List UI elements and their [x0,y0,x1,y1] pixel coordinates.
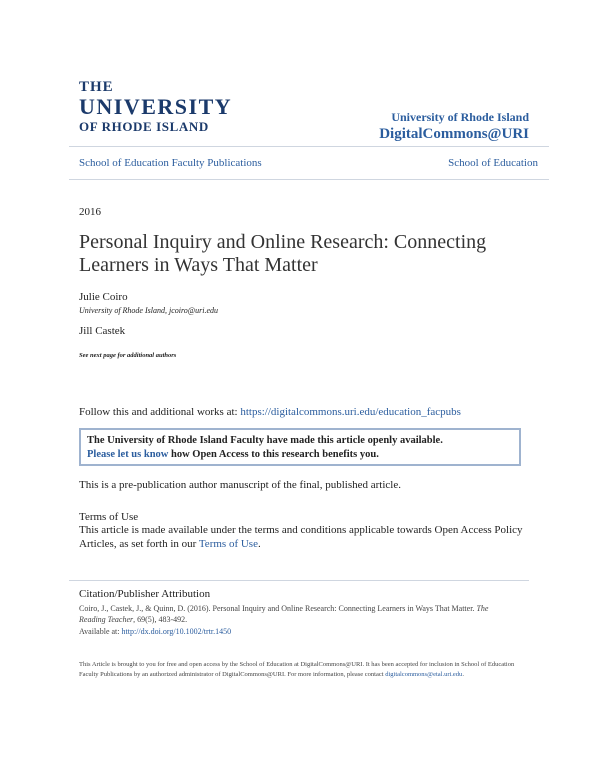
citation-available [79,626,231,637]
open-access-box [79,428,521,466]
terms-paragraph [79,523,529,551]
citation-body: Coiro, J., Castek, J., & Quinn, D. (2016). Personal Inquiry and Online Research: Connecting Learners in Ways That Matter. [79,604,477,613]
citation-text [79,603,509,625]
follow-line [79,405,461,419]
terms-of-use-link[interactable]: Terms of Use [198,538,258,550]
feedback-link[interactable]: Please let us know [87,449,169,460]
follow-text: Follow this and additional works at: [79,406,241,418]
additional-authors-note: See next page for additional authors [79,352,177,359]
logo-line-university: UNIVERSITY [79,94,233,119]
repository-name[interactable]: DigitalCommons@URI [379,126,529,142]
author-affiliation: University of Rhode Island, jcoiro@uri.edu [79,306,219,315]
doi-link[interactable]: http://dx.doi.org/10.1002/trtr.1450 [121,627,232,636]
open-access-feedback-line [87,448,513,462]
terms-heading: Terms of Use [79,511,139,523]
contact-email-link[interactable]: digitalcommons@etal.uri.edu [385,671,463,678]
open-access-statement: The University of Rhode Island Faculty have made this article openly available. [87,435,443,446]
university-logo [79,80,232,134]
header-divider-bottom [69,179,549,180]
available-label: Available at: [79,627,122,636]
article-title: Personal Inquiry and Online Research: Connecting Learners in Ways That Matter [79,231,487,276]
citation-heading: Citation/Publisher Attribution [79,588,211,600]
citation-volume: , 69 [133,615,146,624]
manuscript-note: This is a pre-publication author manuscript of the final, published article. [79,479,401,491]
citation-journal: The Reading Teacher [79,604,489,624]
footer-notice [79,660,529,680]
collection-link[interactable]: School of Education Faculty Publications [79,157,262,169]
repository-header [379,110,529,143]
logo-line-rhode-island: OF RHODE ISLAND [79,119,209,134]
repository-institution[interactable]: University of Rhode Island [391,110,529,124]
author-name: Jill Castek [79,325,126,337]
publication-year: 2016 [79,206,101,218]
terms-text: This article is made available under the terms and conditions applicable towards Open Access Policy Articles, as set forth in our [79,524,523,550]
footer-end: . [462,671,464,678]
citation-divider [69,580,529,581]
logo-line-the: THE [79,79,114,95]
collection-url-link[interactable]: https://digitalcommons.uri.edu/education_facpubs [240,406,461,418]
department-link[interactable]: School of Education [448,157,538,169]
header-divider-top [69,146,549,147]
feedback-text: how Open Access to this research benefits you. [168,449,379,460]
footer-text: This Article is brought to you for free and open access by the School of Education at DigitalCommons@URI. It has been accepted for inclusion in School of Education Faculty Publications by an authorized administrator of DigitalCommons@URI. For more information, please contact [79,661,515,678]
citation-issue-pages: (5), 483-492. [145,615,188,624]
author-name: Julie Coiro [79,291,128,303]
terms-end: . [257,538,261,550]
